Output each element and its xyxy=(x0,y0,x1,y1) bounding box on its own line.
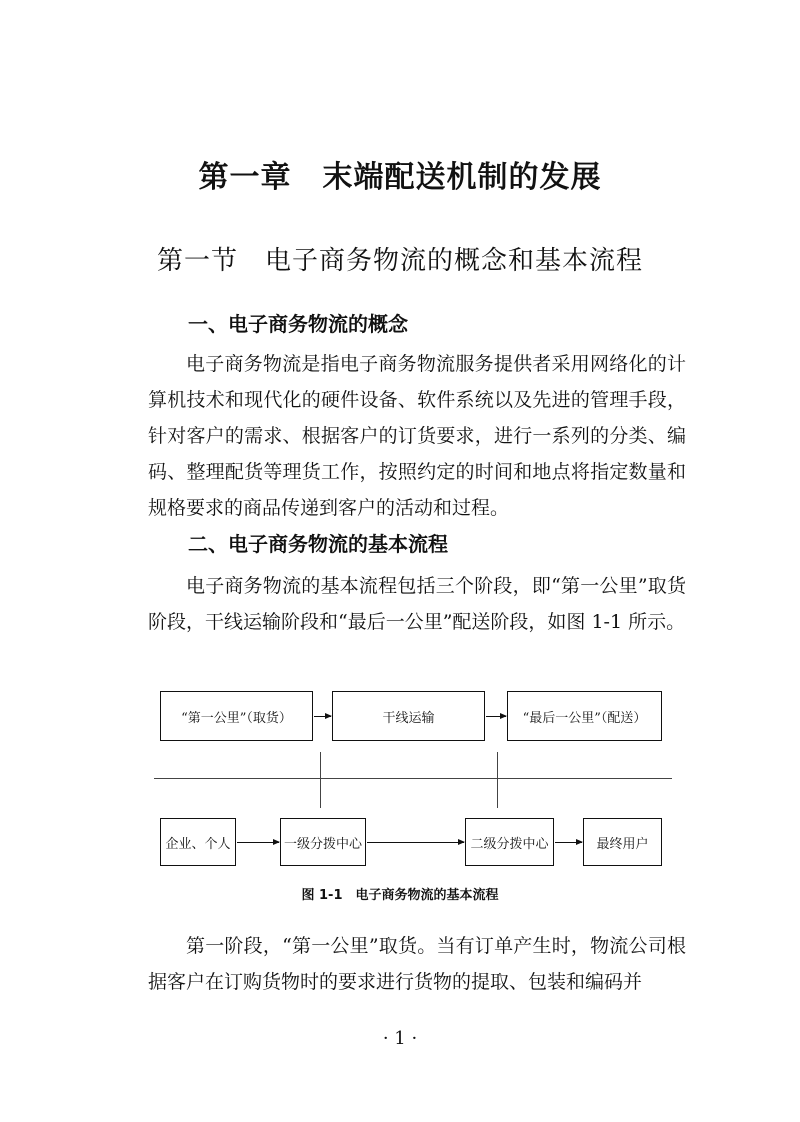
box-trunk-transport: 干线运输 xyxy=(332,691,485,741)
figure-caption: 图 1-1 电子商务物流的基本流程 xyxy=(301,888,499,903)
box-enterprise-individual: 企业、个人 xyxy=(160,818,236,866)
arrow-trunk-to-last xyxy=(486,716,506,717)
section-title: 第一节 电子商务物流的概念和基本流程 xyxy=(156,246,643,276)
arrow-secondary-to-user xyxy=(555,842,582,843)
box-first-mile: “第一公里”（取货） xyxy=(160,691,313,741)
arrow-enterprise-to-primary xyxy=(237,842,279,843)
stage-separator-2 xyxy=(497,752,498,808)
paragraph-first-stage: 第一阶段，“第一公里”取货。当有订单产生时，物流公司根据客户在订购货物时的要求进行货物的提取、包装和编码并 xyxy=(148,935,686,993)
arrow-primary-to-secondary xyxy=(367,842,464,843)
box-secondary-hub: 二级分拨中心 xyxy=(465,818,554,866)
box-end-user: 最终用户 xyxy=(583,818,662,866)
stage-separator-1 xyxy=(320,752,321,808)
subsection-heading-concept: 一、电子商务物流的概念 xyxy=(188,312,408,336)
paragraph-process: 电子商务物流的基本流程包括三个阶段，即“第一公里”取货阶段，干线运输阶段和“最后一公里”配送阶段，如图 1-1 所示。 xyxy=(148,575,686,633)
arrow-first-to-trunk xyxy=(314,716,331,717)
box-primary-hub: 一级分拨中心 xyxy=(280,818,366,866)
paragraph-concept: 电子商务物流是指电子商务物流服务提供者采用网络化的计算机技术和现代化的硬件设备、软件系统以及先进的管理手段，针对客户的需求、根据客户的订货要求，进行一系列的分类、编码、整理配货等理货工作，按照约定的时间和地点将指定数量和规格要求的商品传递到客户的活动和过程。 xyxy=(148,353,686,519)
page-number: · 1 · xyxy=(382,1028,418,1049)
stage-divider-line xyxy=(154,778,672,779)
box-last-mile: “最后一公里”（配送） xyxy=(507,691,662,741)
subsection-heading-process: 二、电子商务物流的基本流程 xyxy=(188,532,448,556)
chapter-title: 第一章 末端配送机制的发展 xyxy=(198,160,602,195)
